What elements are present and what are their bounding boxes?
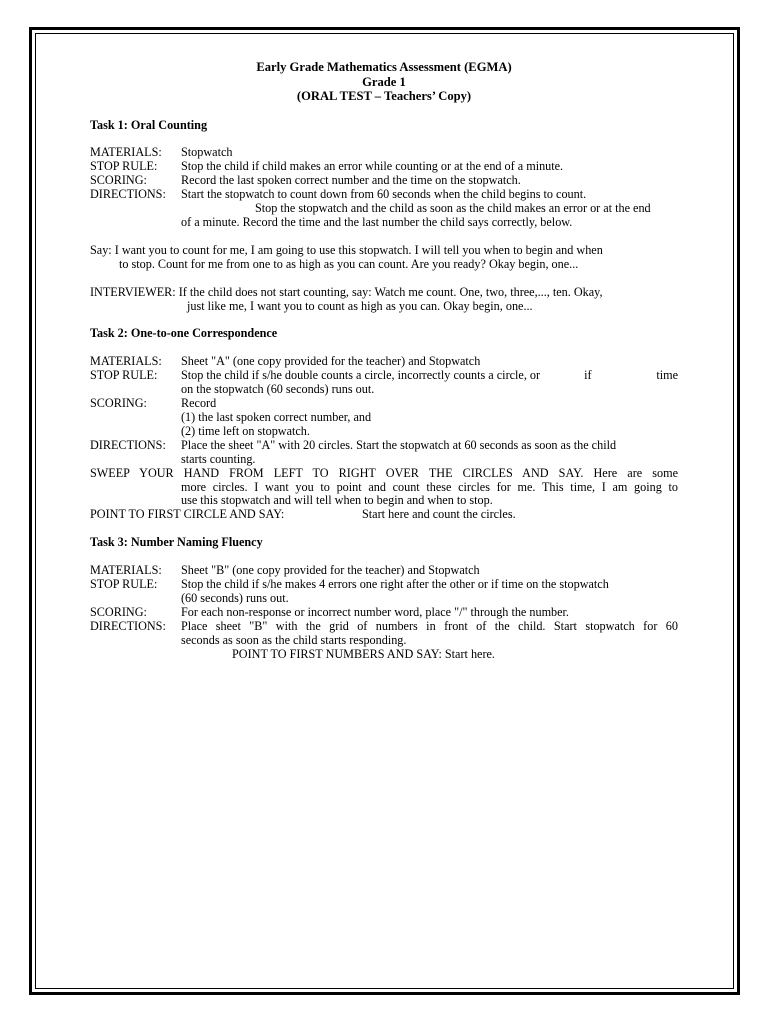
document-page <box>90 60 678 662</box>
title-line-2: Grade 1 <box>362 74 406 89</box>
title-line-1: Early Grade Mathematics Assessment (EGMA) <box>256 60 512 74</box>
directions-line-3: of a minute. Record the time and the last number the child says correctly, below. <box>181 214 573 229</box>
directions-line-1: Place the sheet "A" with 20 circles. Start the stopwatch at 60 seconds as soon as the child <box>181 437 617 452</box>
task2-materials <box>90 355 678 369</box>
directions-label: DIRECTIONS: <box>90 618 166 633</box>
interviewer-line-1: INTERVIEWER: If the child does not start counting, say: Watch me count. One, two, three,..., ten. Okay, <box>90 284 603 299</box>
task1-scoring <box>90 174 678 188</box>
task2-stop-rule <box>90 369 678 383</box>
scoring-line-3: (2) time left on stopwatch. <box>181 423 310 438</box>
stop-rule-text: Stop the child if s/he double counts a circle, incorrectly counts a circle, or <box>181 368 541 383</box>
stop-rule-value: Stop the child if child makes an error while counting or at the end of a minute. <box>181 159 564 174</box>
directions-label: DIRECTIONS: <box>90 187 166 202</box>
scoring-line-1: Record <box>181 396 217 411</box>
point-line: POINT TO FIRST NUMBERS AND SAY: Start here. <box>232 646 495 661</box>
say-line-1: Say: I want you to count for me, I am going to use this stopwatch. I will tell you when to begin and when <box>90 242 603 257</box>
scoring-label: SCORING: <box>90 396 147 411</box>
directions-line-1: Place sheet "B" with the grid of numbers in front of the child. Start stopwatch for 60 <box>181 618 678 633</box>
sweep-line-3: use this stopwatch and will tell when to begin and when to stop. <box>181 493 493 508</box>
task3-stop-rule <box>90 578 678 592</box>
task3-directions <box>90 620 678 634</box>
stop-rule-line-2: on the stopwatch (60 seconds) runs out. <box>181 382 375 397</box>
interviewer-line-2: just like me, I want you to count as high as you can. Okay begin, one... <box>187 298 533 313</box>
task1-interviewer-block <box>90 286 678 314</box>
stop-rule-label: STOP RULE: <box>90 368 158 383</box>
materials-value: Sheet "B" (one copy provided for the teacher) and Stopwatch <box>181 563 480 578</box>
materials-label: MATERIALS: <box>90 563 162 578</box>
scoring-label: SCORING: <box>90 604 147 619</box>
materials-label: MATERIALS: <box>90 145 162 160</box>
directions-label: DIRECTIONS: <box>90 437 166 452</box>
sweep-line-1: SWEEP YOUR HAND FROM LEFT TO RIGHT OVER THE CIRCLES AND SAY. Here are some <box>90 465 678 480</box>
task3-materials <box>90 564 678 578</box>
scoring-value: Record the last spoken correct number and the time on the stopwatch. <box>181 173 521 188</box>
stop-rule-line-1: Stop the child if s/he makes 4 errors one right after the other or if time on the stopwatch <box>181 577 609 592</box>
stop-rule-time: time <box>656 368 678 383</box>
task2-heading: Task 2: One-to-one Correspondence <box>90 326 278 341</box>
task1-materials <box>90 146 678 160</box>
materials-label: MATERIALS: <box>90 354 162 369</box>
task2-point <box>90 508 678 522</box>
task1-directions <box>90 188 678 202</box>
task2-scoring <box>90 397 678 411</box>
directions-line-2: starts counting. <box>181 451 256 466</box>
materials-value: Sheet "A" (one copy provided for the teacher) and Stopwatch <box>181 354 481 369</box>
directions-line-2: Stop the stopwatch and the child as soon as the child makes an error or at the end <box>255 201 651 216</box>
directions-line-1: Start the stopwatch to count down from 60 seconds when the child begins to count. <box>181 187 587 202</box>
stop-rule-line-1 <box>181 369 678 383</box>
stop-rule-if: if <box>584 368 592 383</box>
task2-directions <box>90 439 678 453</box>
sweep-line-2: more circles. I want you to point and count these circles for me. This time, I am going to <box>181 479 678 494</box>
task3-heading: Task 3: Number Naming Fluency <box>90 535 263 550</box>
task1-stop-rule <box>90 160 678 174</box>
scoring-line-2: (1) the last spoken correct number, and <box>181 410 372 424</box>
stop-rule-label: STOP RULE: <box>90 159 158 174</box>
task1-heading: Task 1: Oral Counting <box>90 117 208 132</box>
title-line-3: (ORAL TEST – Teachers’ Copy) <box>296 89 472 103</box>
stop-rule-line-2: (60 seconds) runs out. <box>181 590 289 605</box>
directions-line-2: seconds as soon as the child starts responding. <box>181 632 407 647</box>
materials-value: Stopwatch <box>181 145 233 160</box>
scoring-label: SCORING: <box>90 173 147 188</box>
task1-say-block <box>90 244 678 272</box>
scoring-value: For each non-response or incorrect number word, place "/" through the number. <box>181 604 569 619</box>
say-line-2: to stop. Count for me from one to as high as you can count. Are you ready? Okay begin, one... <box>119 256 579 271</box>
point-text: Start here and count the circles. <box>362 507 516 522</box>
task3-scoring <box>90 606 678 620</box>
stop-rule-label: STOP RULE: <box>90 577 158 592</box>
document-title <box>90 60 678 104</box>
point-label: POINT TO FIRST CIRCLE AND SAY: <box>90 507 285 522</box>
